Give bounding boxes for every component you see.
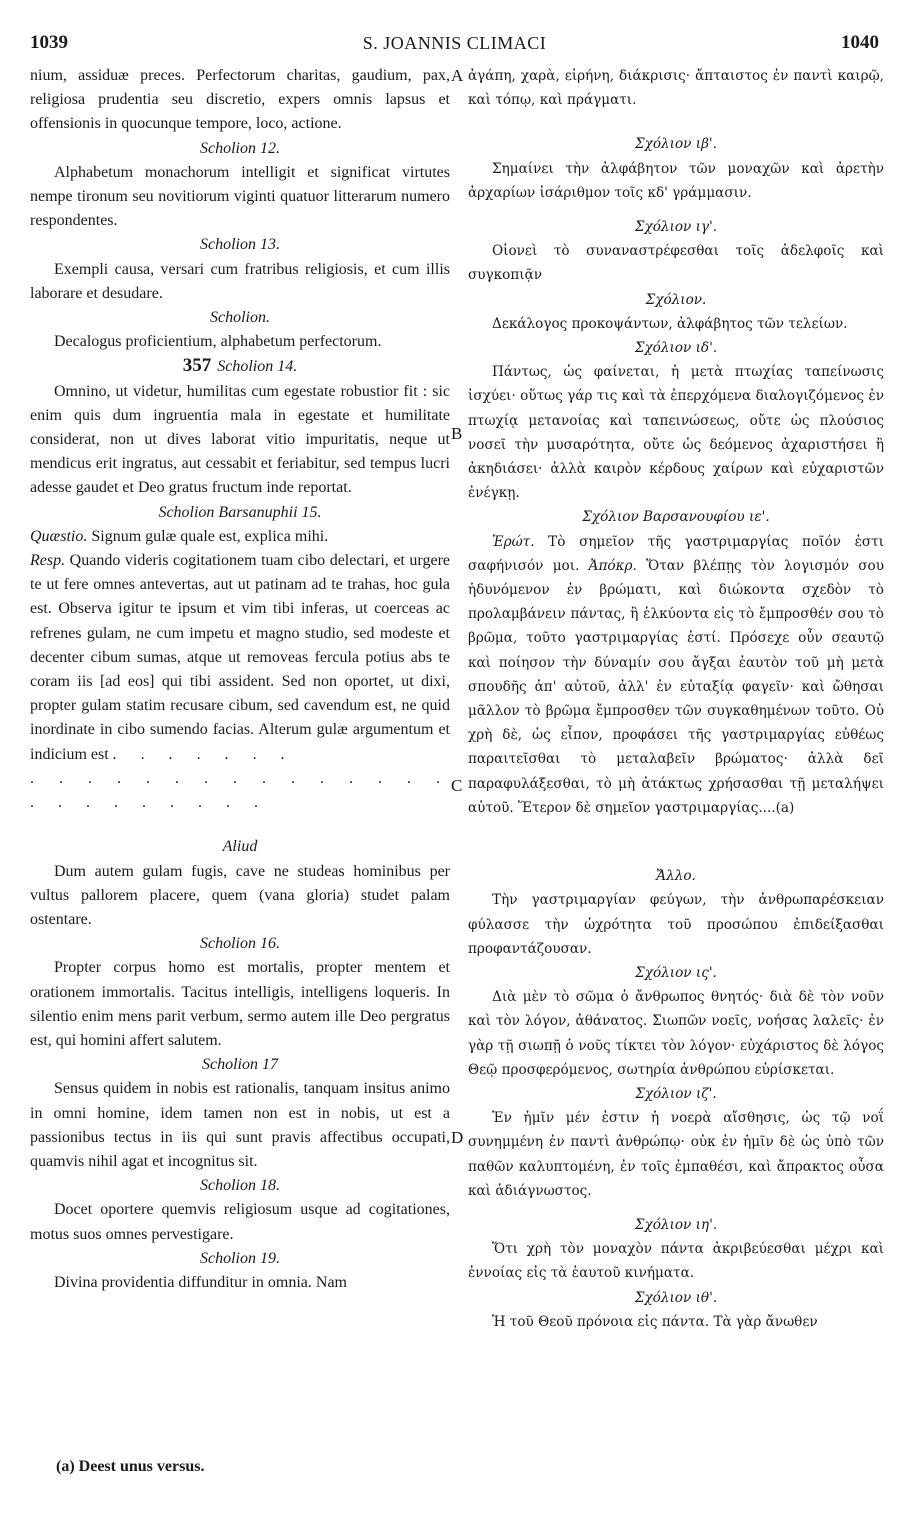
scholion-heading: Scholion 13. <box>200 236 280 254</box>
scholion-heading: Σχόλιον. <box>645 291 707 308</box>
latin-question <box>30 525 450 549</box>
margin-letter-d: D <box>451 1128 464 1147</box>
lacuna-dots: . . . . . . . <box>112 745 295 763</box>
latin-paragraph: Docet oportere quemvis religiosum usque ad cogitationes, motus suos omnes pervestigare. <box>30 1201 450 1243</box>
greek-paragraph: Ἡ τοῦ Θεοῦ πρόνοια εἰς πάντα. Τὰ γὰρ ἄνωθεν <box>492 1313 818 1330</box>
scholion-heading: Scholion 17 <box>202 1056 278 1074</box>
latin-paragraph: Alphabetum monachorum intelligit et significat virtutes nempe tironum seu novitiorum viginti quatuor litterarum numero respondentes. <box>30 163 450 230</box>
greek-column <box>468 64 884 1334</box>
greek-paragraph: Δεκάλογος προκοψάντων, ἀλφάβητος τῶν τελείων. <box>492 315 848 332</box>
question-label: Ἐρώτ. <box>492 533 535 550</box>
scholion-heading: Σχόλιον ιγ'. <box>634 219 718 236</box>
greek-paragraph: ἀγάπη, χαρὰ, εἰρήνη, διάκρισις· ἄπταιστος ἐν παντὶ καιρῷ, καὶ τόπῳ, καὶ πράγματι. <box>468 68 884 109</box>
scholion-heading: Σχόλιον ιθ'. <box>634 1289 718 1306</box>
greek-paragraph: Διὰ μὲν τὸ σῶμα ὁ ἄνθρωπος θνητός· διὰ δὲ τὸν νοῦν καὶ τὸν λόγον, ἀθάνατος. Σιωπῶν νοεῖς, νοήσας λαλεῖς· ἐν γὰρ τῇ σιωπῇ ὁ νοῦς τίκτει τὸν λόγον· εὐχάριστος δὲ λόγος Θεῷ προσφερόμενος, σωτηρία ἀνθρώπου εὑρίσκεται. <box>468 989 884 1078</box>
running-header <box>30 32 879 60</box>
scholion-heading: Scholion 14. <box>217 358 298 376</box>
scholion-heading: Σχόλιον Βαρσανουφίου ιε'. <box>582 509 770 526</box>
latin-paragraph: Divina providentia diffunditur in omnia. Nam <box>54 1273 347 1291</box>
scholion-heading: Σχόλιον ιβ'. <box>635 136 717 153</box>
allo-heading: Ἄλλο. <box>656 868 696 885</box>
greek-paragraph: Ἐν ἡμῖν μέν ἐστιν ἡ νοερὰ αἴσθησις, ὡς τῷ νοΐ συνημμένη ἐν παντὶ ἀνθρώπῳ· οὐκ ἐν ἡμῖν δὲ ὡς ὑπὸ τῶν παθῶν καλυπτομένη, ἐν τοῖς ἐμπαθέσι, καὶ ἄπρακτος οὖσα καὶ ἀδιάγνωστος. <box>468 1110 884 1199</box>
response-label: Ἀπόκρ. <box>588 557 637 574</box>
scholion-heading: Σχόλιον ιδ'. <box>634 340 718 357</box>
scholion-heading: Scholion Barsanuphii 15. <box>158 503 322 521</box>
scholion-heading: Scholion. <box>210 309 270 327</box>
question-label: Quæstio. <box>30 527 88 545</box>
margin-letter-b: B <box>451 424 463 443</box>
latin-paragraph: nium, assiduæ preces. Perfectorum charitas, gaudium, pax, religiosa prudentia seu discretio, expers omnis lapsus et offensionis in quocunque tempore, loco, actione. <box>30 67 450 133</box>
latin-paragraph: Exempli causa, versari cum fratribus religiosis, et cum illis laborare et desudare. <box>30 260 450 302</box>
greek-paragraph: Τὴν γαστριμαργίαν φεύγων, τὴν ἀνθρωπαρέσκειαν φύλασσε τὴν ὠχρότητα τοῦ προσώπου ἐπιδείξασθαι προφαντάζουσαν. <box>468 892 884 957</box>
column-number: 357 <box>182 355 212 377</box>
greek-response <box>468 530 884 820</box>
latin-paragraph: Omnino, ut videtur, humilitas cum egestate robustior fit : sic enim quis dum ingruentia mala in egestate et humilitate considerat, non ut dives laborat vitio impuritatis, neque ut mendicus erit ingratus, aut cessabit et feriabitur, sed tempus lucri adesse gaudet et Deo gratus fructum inde reportat. <box>30 382 450 497</box>
scholion-heading: Scholion 12. <box>200 139 280 157</box>
lacuna-dots: . . . . . . . . . . . . . . . . . . . . . . . . <box>30 769 450 812</box>
greek-paragraph: Πάντως, ὡς φαίνεται, ἡ μετὰ πτωχίας ταπείνωσις ἰσχύει· οὕτως γάρ τις καὶ τὰ ἐπερχόμενα διαλογιζόμενος ἐν πτωχίᾳ μετανοίας καὶ ταπεινώσεως, οὔτε ὡς πλούσιος νοσεῖ τὴν μυσαρότητα, οὔτε ὡς δεόμενος ἀχαριστήσει ἢ ἀκηδιάσει· ἀλλὰ καιρὸν κέρδους χαίρων καὶ εὐχαριστῶν ἐνέγκῃ. <box>468 364 884 502</box>
page-number-right: 1040 <box>841 32 879 53</box>
greek-paragraph: Σημαίνει τὴν ἀλφάβητον τῶν μοναχῶν καὶ ἀρετὴν ἀρχαρίων ἰσάριθμον τοῖς κδ' γράμμασιν. <box>468 160 884 201</box>
latin-column <box>30 64 450 1295</box>
margin-letter-c: C <box>451 776 463 795</box>
latin-paragraph: Dum autem gulam fugis, cave ne studeas hominibus per vultus pallorem placere, quem (vana gloria) studet palam ostentare. <box>30 862 450 928</box>
scholion-heading: Σχόλιον ιζ'. <box>635 1085 717 1102</box>
response-label: Resp. <box>30 552 66 570</box>
question-text: Signum gulæ quale est, explica mihi. <box>91 527 329 545</box>
scholion-heading-with-column-number <box>30 354 450 379</box>
scholion-heading: Scholion 16. <box>200 935 280 953</box>
latin-response <box>30 549 450 767</box>
margin-letter-a: A <box>451 66 464 85</box>
greek-paragraph: Ὅτι χρὴ τὸν μοναχὸν πάντα ἀκριβεύεσθαι μέχρι καὶ ἐννοίας εἰς τὰ ἑαυτοῦ κινήματα. <box>468 1241 884 1282</box>
page-number-left: 1039 <box>30 32 68 53</box>
greek-paragraph: Οἱονεὶ τὸ συναναστρέφεσθαι τοῖς ἀδελφοῖς καὶ συγκοπιᾷν <box>468 243 884 284</box>
scholion-heading: Σχόλιον ις'. <box>635 964 717 981</box>
aliud-heading: Aliud <box>222 838 258 856</box>
scholion-heading: Scholion 18. <box>200 1177 280 1195</box>
running-title: S. JOANNIS CLIMACI <box>362 33 547 53</box>
question-text: Τὸ σημεῖον τῆς γαστριμαργίας ποῖόν ἐστι σαφήνισόν μοι. <box>468 533 884 574</box>
response-text: Ὅταν βλέπῃς τὸν λογισμόν σου ἡδυνόμενον ἐν βρώματι, καὶ διώκοντα σχεδὸν τὸ προλαμβάνειν πάντας, ἢ ἑλκύοντα εἰς τὸ ἔμπροσθέν σου τὸ βρῶμα, τοῦτο γαστριμαργίας ἐστί. Πρόσεχε οὖν σεαυτῷ καὶ ποίησον τὴν δύναμίν σου ἄγξαι ἑαυτὸν τοῦ μὴ μετὰ σπουδῆς ἀπ' αὐτοῦ, ἀλλ' ἐν εὐταξίᾳ φαγεῖν· καὶ ὤθησαι μᾶλλον τὸ βρῶμα ἔμπροσθεν τῶν συγκαθημένων τοῦτο. Οὐ χρὴ δὲ, ὡς εἶπον, προφάσει τῆς γαστριμαργίας εὐθέως παραιτεῖσθαι τὸ μεταλαβεῖν βρώματος· ἀλλὰ δεῖ παραφυλάξεσθαι, τὸ μὴ ἀτάκτως χρήσασθαι τῇ μεταλήψει αὐτοῦ. Ἕτερον δὲ σημεῖον γαστριμαργίας....(a) <box>468 557 884 816</box>
latin-paragraph: Decalogus proficientium, alphabetum perfectorum. <box>54 333 382 351</box>
response-text: Quando videris cogitationem tuam cibo delectari, et urgere te ut fere omnes antevertas, aut ut patinam ad te trahas, hoc gula est. Observa igitur te ipsum et vim tibi inferas, ut coerceas ac refrenes gulam, ne cum impetu et magno studio, sed modeste et decenter cibum sumas, atque ut removeas fercula potius abs te coram iis [ad eos] qui tibi assident. Sed non oportet, ut dixi, propter gulam statim recusare cibum, sed cavendum est, ne quid inordinate in cibo sumendo facias. Alterum gulæ argumentum et indicium est <box>30 552 451 763</box>
footnote: (a) Deest unus versus. <box>56 1458 205 1475</box>
scholion-heading: Scholion 19. <box>200 1249 280 1267</box>
latin-paragraph: Propter corpus homo est mortalis, propter mentem et orationem immortalis. Tacitus intelligis, intelligens loqueris. In silentio enim mens parit verbum, sermo autem ille Deo pergratus est, qui homini affert salutem. <box>30 959 450 1049</box>
scholion-heading: Σχόλιον ιη'. <box>634 1216 718 1233</box>
latin-paragraph: Sensus quidem in nobis est rationalis, tanquam insitus animo in omni homine, idem tamen non est in nobis, ut est a passionibus tectus in iis qui sunt pravis affectibus occupati, quamvis nihil agat et incognitus sit. <box>30 1080 450 1170</box>
